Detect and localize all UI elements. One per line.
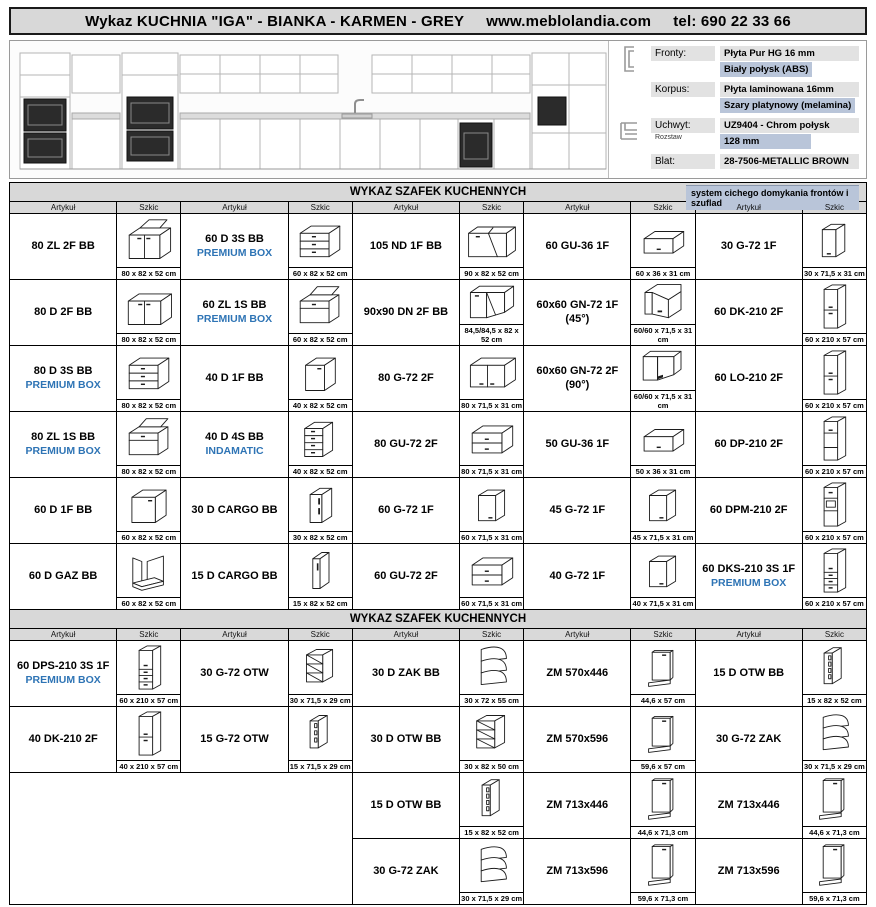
sketch-dimensions: 45 x 71,5 x 31 cm	[631, 531, 694, 544]
sketch-cell	[631, 707, 695, 773]
article-name: 60 DK-210 2F	[714, 305, 784, 318]
article-cell	[10, 214, 117, 280]
sketch-cell	[117, 544, 181, 610]
column-header-sketch: Szkic	[460, 629, 524, 641]
sketch-cell	[288, 214, 352, 280]
sketch-dimensions: 50 x 36 x 31 cm	[631, 465, 694, 478]
cabinet-sketch-cornerL	[460, 280, 523, 324]
spec-label: Uchwyt:	[651, 118, 715, 133]
article-cell	[352, 839, 459, 905]
column-header-sketch: Szkic	[802, 202, 866, 214]
article-name: ZM 713x446	[546, 798, 609, 811]
article-name: 60 D 1F BB	[34, 503, 93, 516]
article-name: 80 GU-72 2F	[374, 437, 438, 450]
article-subname: (45°)	[565, 312, 590, 325]
article-cell	[695, 544, 802, 610]
cabinet-sketch-panel	[631, 641, 694, 694]
cabinet-sketch-panelTall	[631, 839, 694, 892]
cabinet-sketch-tall2	[803, 280, 866, 333]
spec-value-highlight: Biały połysk (ABS)	[720, 62, 812, 77]
article-cell	[695, 641, 802, 707]
sketch-cell	[460, 412, 524, 478]
article-cell	[524, 478, 631, 544]
sketch-dimensions: 80 x 82 x 52 cm	[117, 333, 180, 346]
column-header-article: Artykuł	[181, 202, 288, 214]
article-cell	[181, 641, 288, 707]
article-name: 45 G-72 1F	[549, 503, 606, 516]
sketch-cell	[631, 641, 695, 707]
cabinet-sketch-tallDrw	[803, 544, 866, 597]
column-header-sketch: Szkic	[631, 202, 695, 214]
article-note: INDAMATIC	[205, 444, 264, 457]
article-name: 40 D 4S BB	[205, 430, 264, 443]
sketch-cell	[460, 280, 524, 346]
sketch-cell	[802, 773, 866, 839]
cabinet-sketch-cargoSlim	[289, 544, 352, 597]
sketch-cell	[288, 280, 352, 346]
article-name: 30 G-72 OTW	[200, 666, 269, 679]
spec-label: Blat:	[651, 154, 715, 169]
article-cell	[695, 214, 802, 280]
sketch-cell	[460, 773, 524, 839]
spacer	[614, 82, 646, 108]
spec-label: Fronty:	[651, 46, 715, 61]
article-name: 30 G-72 1F	[720, 239, 777, 252]
spec-value-highlight: Szary platynowy (melamina)	[720, 98, 855, 113]
sketch-cell	[631, 214, 695, 280]
column-header-article: Artykuł	[524, 202, 631, 214]
column-header-sketch: Szkic	[802, 629, 866, 641]
sketch-dimensions: 60 x 82 x 52 cm	[117, 597, 180, 610]
sketch-cell	[460, 214, 524, 280]
article-cell	[10, 707, 117, 773]
article-cell	[524, 707, 631, 773]
sketch-cell	[117, 707, 181, 773]
cabinet-sketch-wallDoorN	[803, 214, 866, 267]
article-name: 60 D 3S BB	[205, 232, 264, 245]
article-cell	[10, 280, 117, 346]
article-cell	[352, 346, 459, 412]
cabinet-sketch-cargo	[289, 478, 352, 531]
article-note: PREMIUM BOX	[25, 673, 101, 686]
article-name: 15 D OTW BB	[713, 666, 785, 679]
sketch-dimensions: 80 x 71,5 x 31 cm	[460, 465, 523, 478]
sketch-dimensions: 60 x 36 x 31 cm	[631, 267, 694, 280]
article-cell	[524, 544, 631, 610]
sketch-cell	[802, 214, 866, 280]
article-cell	[10, 641, 117, 707]
article-cell	[524, 839, 631, 905]
article-cell	[524, 346, 631, 412]
sketch-cell	[460, 544, 524, 610]
article-cell	[352, 478, 459, 544]
article-cell	[352, 544, 459, 610]
article-name: 105 ND 1F BB	[369, 239, 442, 252]
spec-label: Korpus:	[651, 82, 715, 97]
spec-value: Płyta laminowana 16mm	[720, 82, 859, 97]
article-cell	[181, 478, 288, 544]
article-name: 60 DP-210 2F	[714, 437, 783, 450]
article-cell	[695, 707, 802, 773]
article-cell	[695, 412, 802, 478]
article-name: 40 G-72 1F	[549, 569, 606, 582]
sketch-cell	[288, 412, 352, 478]
empty-cell	[10, 773, 353, 905]
sketch-dimensions: 15 x 82 x 52 cm	[289, 597, 352, 610]
sketch-cell	[802, 641, 866, 707]
article-name: 30 G-72 ZAK	[373, 864, 439, 877]
handle-profile-icon	[614, 118, 646, 144]
column-header-article: Artykuł	[524, 629, 631, 641]
article-name: 30 D CARGO BB	[191, 503, 278, 516]
spec-value: 28-7506-METALLIC BROWN	[720, 154, 859, 169]
page-header	[9, 7, 867, 35]
cabinet-sketch-cornerSink	[460, 214, 523, 267]
article-name: 80 D 3S BB	[33, 364, 93, 377]
cabinet-sketch-cornerWall90	[631, 346, 694, 390]
spec-value-highlight: 128 mm	[720, 134, 811, 149]
sketch-dimensions: 60/60 x 71,5 x 31 cm	[631, 324, 694, 346]
article-name: ZM 713x596	[546, 864, 609, 877]
column-header-article: Artykuł	[10, 202, 117, 214]
sketch-dimensions: 15 x 82 x 52 cm	[460, 826, 523, 839]
sketch-dimensions: 60 x 82 x 52 cm	[289, 267, 352, 280]
column-header-article: Artykuł	[695, 202, 802, 214]
column-header-sketch: Szkic	[288, 202, 352, 214]
sketch-cell	[117, 280, 181, 346]
sketch-cell	[460, 839, 524, 905]
sketch-dimensions: 30 x 71,5 x 29 cm	[289, 694, 352, 707]
article-cell	[10, 412, 117, 478]
article-name: 50 GU-36 1F	[545, 437, 610, 450]
article-name: ZM 570x596	[546, 732, 609, 745]
sketch-cell	[631, 346, 695, 412]
cabinet-sketch-wallDoor	[631, 544, 694, 597]
sketch-dimensions: 80 x 82 x 52 cm	[117, 465, 180, 478]
article-cell	[181, 412, 288, 478]
cabinet-sketch-drawers3	[289, 214, 352, 267]
article-name: 80 G-72 2F	[378, 371, 434, 384]
cabinet-sketch-tallDrw	[117, 641, 180, 694]
article-name: 15 D CARGO BB	[191, 569, 278, 582]
sketch-dimensions: 30 x 71,5 x 29 cm	[460, 892, 523, 905]
article-name: 60 GU-72 2F	[374, 569, 438, 582]
article-cell	[695, 280, 802, 346]
article-cell	[524, 412, 631, 478]
sketch-dimensions: 15 x 71,5 x 29 cm	[289, 760, 352, 773]
section-title: WYKAZ SZAFEK KUCHENNYCH	[10, 183, 867, 202]
sketch-cell	[631, 280, 695, 346]
cabinet-sketch-wall2	[460, 346, 523, 399]
article-cell	[695, 346, 802, 412]
sketch-dimensions: 40 x 71,5 x 31 cm	[631, 597, 694, 610]
catalog-table	[9, 182, 867, 905]
spec-row-korpus	[614, 82, 859, 113]
sketch-cell	[802, 280, 866, 346]
cabinet-sketch-sink1	[289, 280, 352, 333]
spec-row-blat	[614, 154, 859, 180]
sketch-dimensions: 30 x 72 x 55 cm	[460, 694, 523, 707]
sketch-dimensions: 40 x 82 x 52 cm	[289, 399, 352, 412]
article-name: 40 DK-210 2F	[28, 732, 98, 745]
article-name: 60 GU-36 1F	[545, 239, 610, 252]
sketch-cell	[802, 346, 866, 412]
column-header-article: Artykuł	[352, 629, 459, 641]
article-cell	[181, 346, 288, 412]
article-cell	[181, 214, 288, 280]
sketch-dimensions: 59,6 x 71,3 cm	[631, 892, 694, 905]
spec-row-fronty	[614, 46, 859, 77]
sketch-dimensions: 60 x 210 x 57 cm	[803, 399, 866, 412]
sketch-dimensions: 84,5/84,5 x 82 x 52 cm	[460, 324, 523, 346]
sketch-dimensions: 60 x 210 x 57 cm	[803, 531, 866, 544]
column-header-article: Artykuł	[10, 629, 117, 641]
sketch-cell	[460, 346, 524, 412]
sketch-dimensions: 60 x 210 x 57 cm	[803, 465, 866, 478]
cabinet-sketch-zakWall	[803, 707, 866, 760]
article-cell	[524, 214, 631, 280]
cabinet-sketch-otwSlim	[803, 641, 866, 694]
cabinet-sketch-tallOven	[803, 478, 866, 531]
spec-value: Płyta Pur HG 16 mm	[720, 46, 859, 61]
cabinet-sketch-zakWall	[460, 839, 523, 892]
article-cell	[695, 773, 802, 839]
article-name: 90x90 DN 2F BB	[363, 305, 449, 318]
cabinet-sketch-tall2	[117, 707, 180, 760]
article-name: 80 ZL 1S BB	[31, 430, 96, 443]
cabinet-sketch-wallFlap	[631, 214, 694, 267]
sketch-cell	[460, 707, 524, 773]
sketch-dimensions: 60 x 210 x 57 cm	[803, 333, 866, 346]
sketch-dimensions: 59,6 x 57 cm	[631, 760, 694, 773]
article-name: 60x60 GN-72 2F	[536, 364, 619, 377]
cabinet-sketch-panelTall	[631, 773, 694, 826]
sketch-cell	[802, 707, 866, 773]
article-cell	[352, 707, 459, 773]
article-name: 30 D ZAK BB	[371, 666, 440, 679]
article-cell	[524, 641, 631, 707]
sketch-cell	[288, 707, 352, 773]
article-name: ZM 570x446	[546, 666, 609, 679]
column-header-article: Artykuł	[695, 629, 802, 641]
article-cell	[352, 773, 459, 839]
column-header-sketch: Szkic	[288, 629, 352, 641]
article-cell	[181, 280, 288, 346]
sketch-cell	[631, 773, 695, 839]
article-name: 15 D OTW BB	[370, 798, 442, 811]
sketch-dimensions: 30 x 71,5 x 31 cm	[803, 267, 866, 280]
cabinet-sketch-base1n	[289, 346, 352, 399]
article-name: 60 DPS-210 3S 1F	[16, 659, 110, 672]
sketch-cell	[288, 478, 352, 544]
cabinet-sketch-drawers3	[117, 346, 180, 399]
sketch-dimensions: 90 x 82 x 52 cm	[460, 267, 523, 280]
sketch-dimensions: 80 x 82 x 52 cm	[117, 267, 180, 280]
website-link[interactable]: www.meblolandia.com	[486, 12, 652, 30]
article-name: 60 D GAZ BB	[28, 569, 98, 582]
article-note: PREMIUM BOX	[711, 576, 787, 589]
sketch-cell	[631, 544, 695, 610]
column-header-sketch: Szkic	[460, 202, 524, 214]
cabinet-sketch-otwWall	[289, 641, 352, 694]
article-name: ZM 713x446	[717, 798, 780, 811]
section-title: WYKAZ SZAFEK KUCHENNYCH	[10, 610, 867, 629]
article-name: ZM 713x596	[717, 864, 780, 877]
sketch-cell	[631, 839, 695, 905]
article-name: 80 D 2F BB	[34, 305, 93, 318]
cabinet-sketch-zakBase	[460, 641, 523, 694]
cabinet-sketch-wallFlap	[631, 412, 694, 465]
cabinet-sketch-otwNarrowWall	[289, 707, 352, 760]
sketch-cell	[288, 641, 352, 707]
column-header-article: Artykuł	[352, 202, 459, 214]
article-cell	[181, 544, 288, 610]
sketch-dimensions: 60 x 82 x 52 cm	[289, 333, 352, 346]
article-name: 30 D OTW BB	[370, 732, 442, 745]
article-subname: (90°)	[565, 378, 590, 391]
cabinet-sketch-drawers4	[289, 412, 352, 465]
front-profile-icon	[614, 46, 646, 72]
sketch-cell	[631, 412, 695, 478]
cabinet-sketch-gaz	[117, 544, 180, 597]
article-name: 60 DKS-210 3S 1F	[702, 562, 796, 575]
phone-number: tel: 690 22 33 66	[673, 12, 791, 30]
article-cell	[524, 280, 631, 346]
cabinet-sketch-sink1	[117, 412, 180, 465]
cabinet-sketch-sink2	[117, 214, 180, 267]
article-name: 60x60 GN-72 1F	[536, 298, 619, 311]
article-name: 60 ZL 1S BB	[202, 298, 267, 311]
sketch-cell	[117, 641, 181, 707]
cabinet-sketch-wallDoor	[631, 478, 694, 531]
article-cell	[10, 478, 117, 544]
sketch-cell	[117, 478, 181, 544]
column-header-sketch: Szkic	[631, 629, 695, 641]
cabinet-sketch-panelTall	[803, 839, 866, 892]
kitchen-render-image	[10, 41, 608, 178]
sketch-cell	[288, 544, 352, 610]
sketch-cell	[460, 478, 524, 544]
sketch-dimensions: 44,6 x 71,3 cm	[803, 826, 866, 839]
cabinet-sketch-cornerWall45	[631, 280, 694, 324]
soft-close-note: system cichego domykania frontów i szuflad	[686, 185, 859, 210]
article-cell	[352, 412, 459, 478]
article-note: PREMIUM BOX	[25, 444, 101, 457]
article-cell	[695, 478, 802, 544]
cabinet-sketch-wall2flap	[460, 544, 523, 597]
sketch-dimensions: 44,6 x 71,3 cm	[631, 826, 694, 839]
cabinet-catalog	[9, 182, 867, 905]
cabinet-sketch-tallMid	[803, 412, 866, 465]
spacer	[614, 154, 646, 180]
cabinet-sketch-wallDoor	[460, 478, 523, 531]
article-cell	[10, 346, 117, 412]
cabinet-sketch-base1	[117, 478, 180, 531]
sketch-dimensions: 40 x 210 x 57 cm	[117, 760, 180, 773]
sketch-cell	[631, 478, 695, 544]
sketch-dimensions: 60 x 210 x 57 cm	[803, 597, 866, 610]
sketch-cell	[288, 346, 352, 412]
sketch-dimensions: 15 x 82 x 52 cm	[803, 694, 866, 707]
article-cell	[10, 544, 117, 610]
article-cell	[524, 773, 631, 839]
sketch-dimensions: 40 x 82 x 52 cm	[289, 465, 352, 478]
article-name: 15 G-72 OTW	[200, 732, 269, 745]
spec-value: UZ9404 - Chrom połysk	[720, 118, 859, 133]
sketch-dimensions: 30 x 82 x 50 cm	[460, 760, 523, 773]
sketch-cell	[117, 214, 181, 280]
article-name: 30 G-72 ZAK	[715, 732, 782, 745]
cabinet-sketch-panel	[631, 707, 694, 760]
article-cell	[352, 280, 459, 346]
sketch-cell	[802, 839, 866, 905]
article-cell	[352, 214, 459, 280]
column-header-article: Artykuł	[181, 629, 288, 641]
cabinet-sketch-panelTall	[803, 773, 866, 826]
page-title: Wykaz KUCHNIA "IGA" - BIANKA - KARMEN - GREY	[85, 12, 465, 30]
sketch-dimensions: 80 x 71,5 x 31 cm	[460, 399, 523, 412]
cabinet-sketch-wall2flap	[460, 412, 523, 465]
article-name: 80 ZL 2F BB	[31, 239, 95, 252]
sketch-dimensions: 60 x 71,5 x 31 cm	[460, 597, 523, 610]
column-header-sketch: Szkic	[117, 202, 181, 214]
sketch-cell	[802, 544, 866, 610]
sketch-dimensions: 59,6 x 71,3 cm	[803, 892, 866, 905]
sketch-dimensions: 80 x 82 x 52 cm	[117, 399, 180, 412]
sketch-dimensions: 60 x 71,5 x 31 cm	[460, 531, 523, 544]
sketch-dimensions: 30 x 82 x 52 cm	[289, 531, 352, 544]
article-name: 60 G-72 1F	[378, 503, 434, 516]
spec-row-uchwyt	[614, 118, 859, 149]
cabinet-sketch-otwSlim	[460, 773, 523, 826]
cabinet-sketch-base2	[117, 280, 180, 333]
sketch-cell	[802, 478, 866, 544]
article-note: PREMIUM BOX	[196, 312, 273, 325]
article-cell	[352, 641, 459, 707]
sketch-dimensions: 60/60 x 71,5 x 31 cm	[631, 390, 694, 412]
cabinet-sketch-tall2	[803, 346, 866, 399]
article-name: 40 D 1F BB	[205, 371, 264, 384]
sketch-cell	[460, 641, 524, 707]
article-cell	[695, 839, 802, 905]
sketch-dimensions: 60 x 210 x 57 cm	[117, 694, 180, 707]
sketch-dimensions: 30 x 71,5 x 29 cm	[803, 760, 866, 773]
article-note: PREMIUM BOX	[196, 246, 273, 259]
article-cell	[181, 707, 288, 773]
sketch-cell	[117, 412, 181, 478]
sketch-cell	[802, 412, 866, 478]
spec-sublabel: Rozstaw	[655, 134, 682, 141]
cabinet-sketch-otwBase	[460, 707, 523, 760]
sketch-cell	[117, 346, 181, 412]
sketch-dimensions: 60 x 82 x 52 cm	[117, 531, 180, 544]
article-name: 60 DPM-210 2F	[709, 503, 788, 516]
column-header-sketch: Szkic	[117, 629, 181, 641]
sketch-dimensions: 44,6 x 57 cm	[631, 694, 694, 707]
article-note: PREMIUM BOX	[25, 378, 101, 391]
article-name: 60 LO-210 2F	[714, 371, 783, 384]
